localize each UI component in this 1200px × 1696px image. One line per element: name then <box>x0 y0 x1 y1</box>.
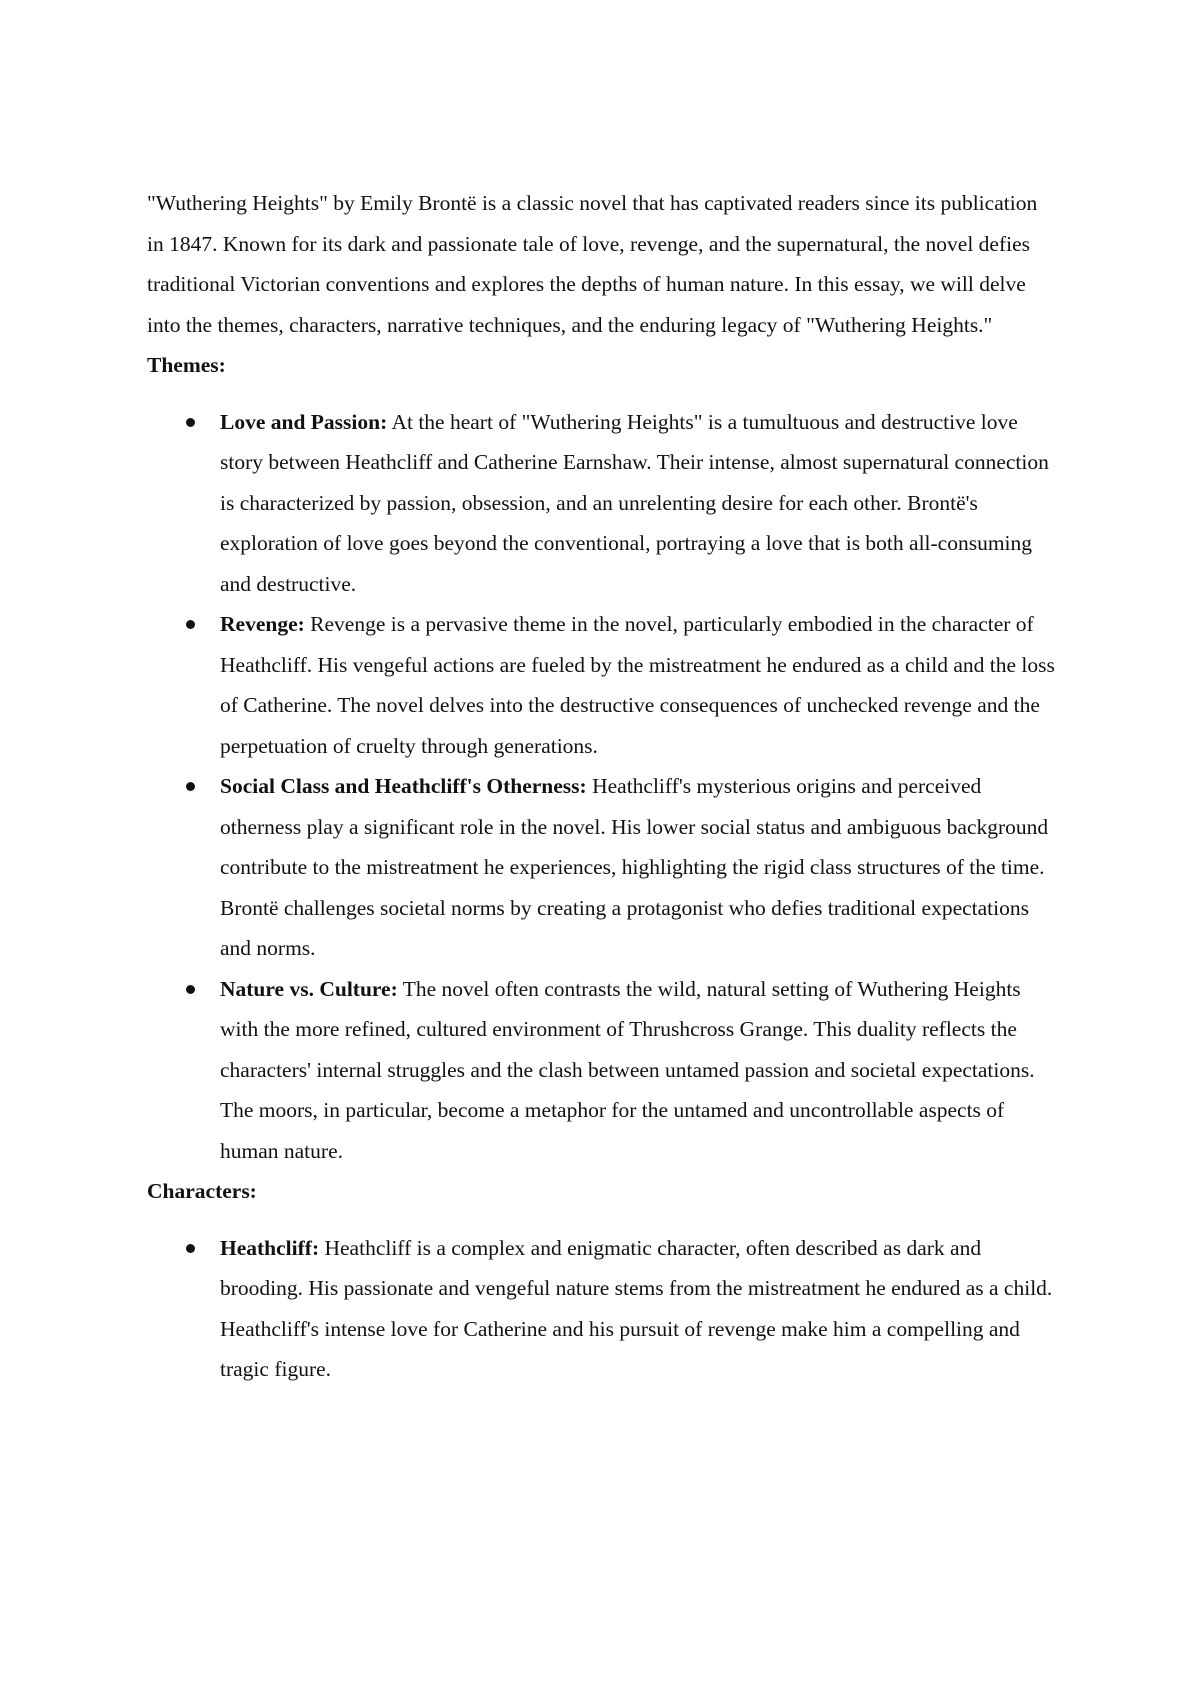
theme-text: Revenge is a pervasive theme in the novel, particularly embodied in the character of Heathcliff. His vengeful actions are fueled by the mistreatment he endured as a child and the loss of Catherine. The novel delves into the destructive consequences of unchecked revenge and the perpetuation of cruelty through generations. <box>220 612 1055 758</box>
theme-text: Heathcliff's mysterious origins and perceived otherness play a significant role in the novel. His lower social status and ambiguous background contribute to the mistreatment he experiences, highlighting the rigid class structures of the time. Brontë challenges societal norms by creating a protagonist who defies traditional expectations and norms. <box>220 774 1049 960</box>
character-item-heathcliff <box>147 1228 1057 1390</box>
theme-item-nature-vs-culture <box>147 969 1057 1172</box>
bullet-icon <box>186 985 195 994</box>
theme-text: At the heart of "Wuthering Heights" is a tumultuous and destructive love story between Heathcliff and Catherine Earnshaw. Their intense, almost supernatural connection is characterized by passion, obsession, and an unrelenting desire for each other. Brontë's exploration of love goes beyond the conventional, portraying a love that is both all-consuming and destructive. <box>220 409 1049 596</box>
intro-paragraph: "Wuthering Heights" by Emily Brontë is a classic novel that has captivated readers since its publication in 1847. Known for its dark and passionate tale of love, revenge, and the supernatural, the novel defies traditional Victorian conventions and explores the depths of human nature. In this essay, we will delve into the themes, characters, narrative techniques, and the enduring legacy of "Wuthering Heights." <box>147 191 1038 337</box>
theme-item-love-and-passion <box>147 402 1057 605</box>
theme-item-social-class <box>147 766 1057 969</box>
themes-list <box>147 402 1057 1172</box>
characters-heading: Characters: <box>147 1179 257 1203</box>
document-body <box>147 183 1057 1390</box>
theme-term: Nature vs. Culture: <box>220 976 398 1001</box>
theme-term: Revenge: <box>220 612 305 636</box>
theme-text: The novel often contrasts the wild, natural setting of Wuthering Heights with the more refined, cultured environment of Thrushcross Grange. This duality reflects the characters' internal struggles and the clash between untamed passion and societal expectations. The moors, in particular, become a metaphor for the untamed and uncontrollable aspects of human nature. <box>220 976 1035 1163</box>
characters-list <box>147 1228 1057 1390</box>
theme-item-revenge <box>147 604 1057 766</box>
bullet-icon <box>186 782 195 791</box>
theme-term: Love and Passion: <box>220 409 388 434</box>
character-text: Heathcliff is a complex and enigmatic character, often described as dark and brooding. His passionate and vengeful nature stems from the mistreatment he endured as a child. Heathcliff's intense love for Catherine and his pursuit of revenge make him a compelling and tragic figure. <box>220 1235 1053 1381</box>
themes-heading: Themes: <box>147 353 226 377</box>
character-term: Heathcliff: <box>220 1235 320 1260</box>
bullet-icon <box>186 418 195 427</box>
theme-term: Social Class and Heathcliff's Otherness: <box>220 774 587 798</box>
bullet-icon <box>186 620 195 629</box>
bullet-icon <box>186 1244 195 1253</box>
